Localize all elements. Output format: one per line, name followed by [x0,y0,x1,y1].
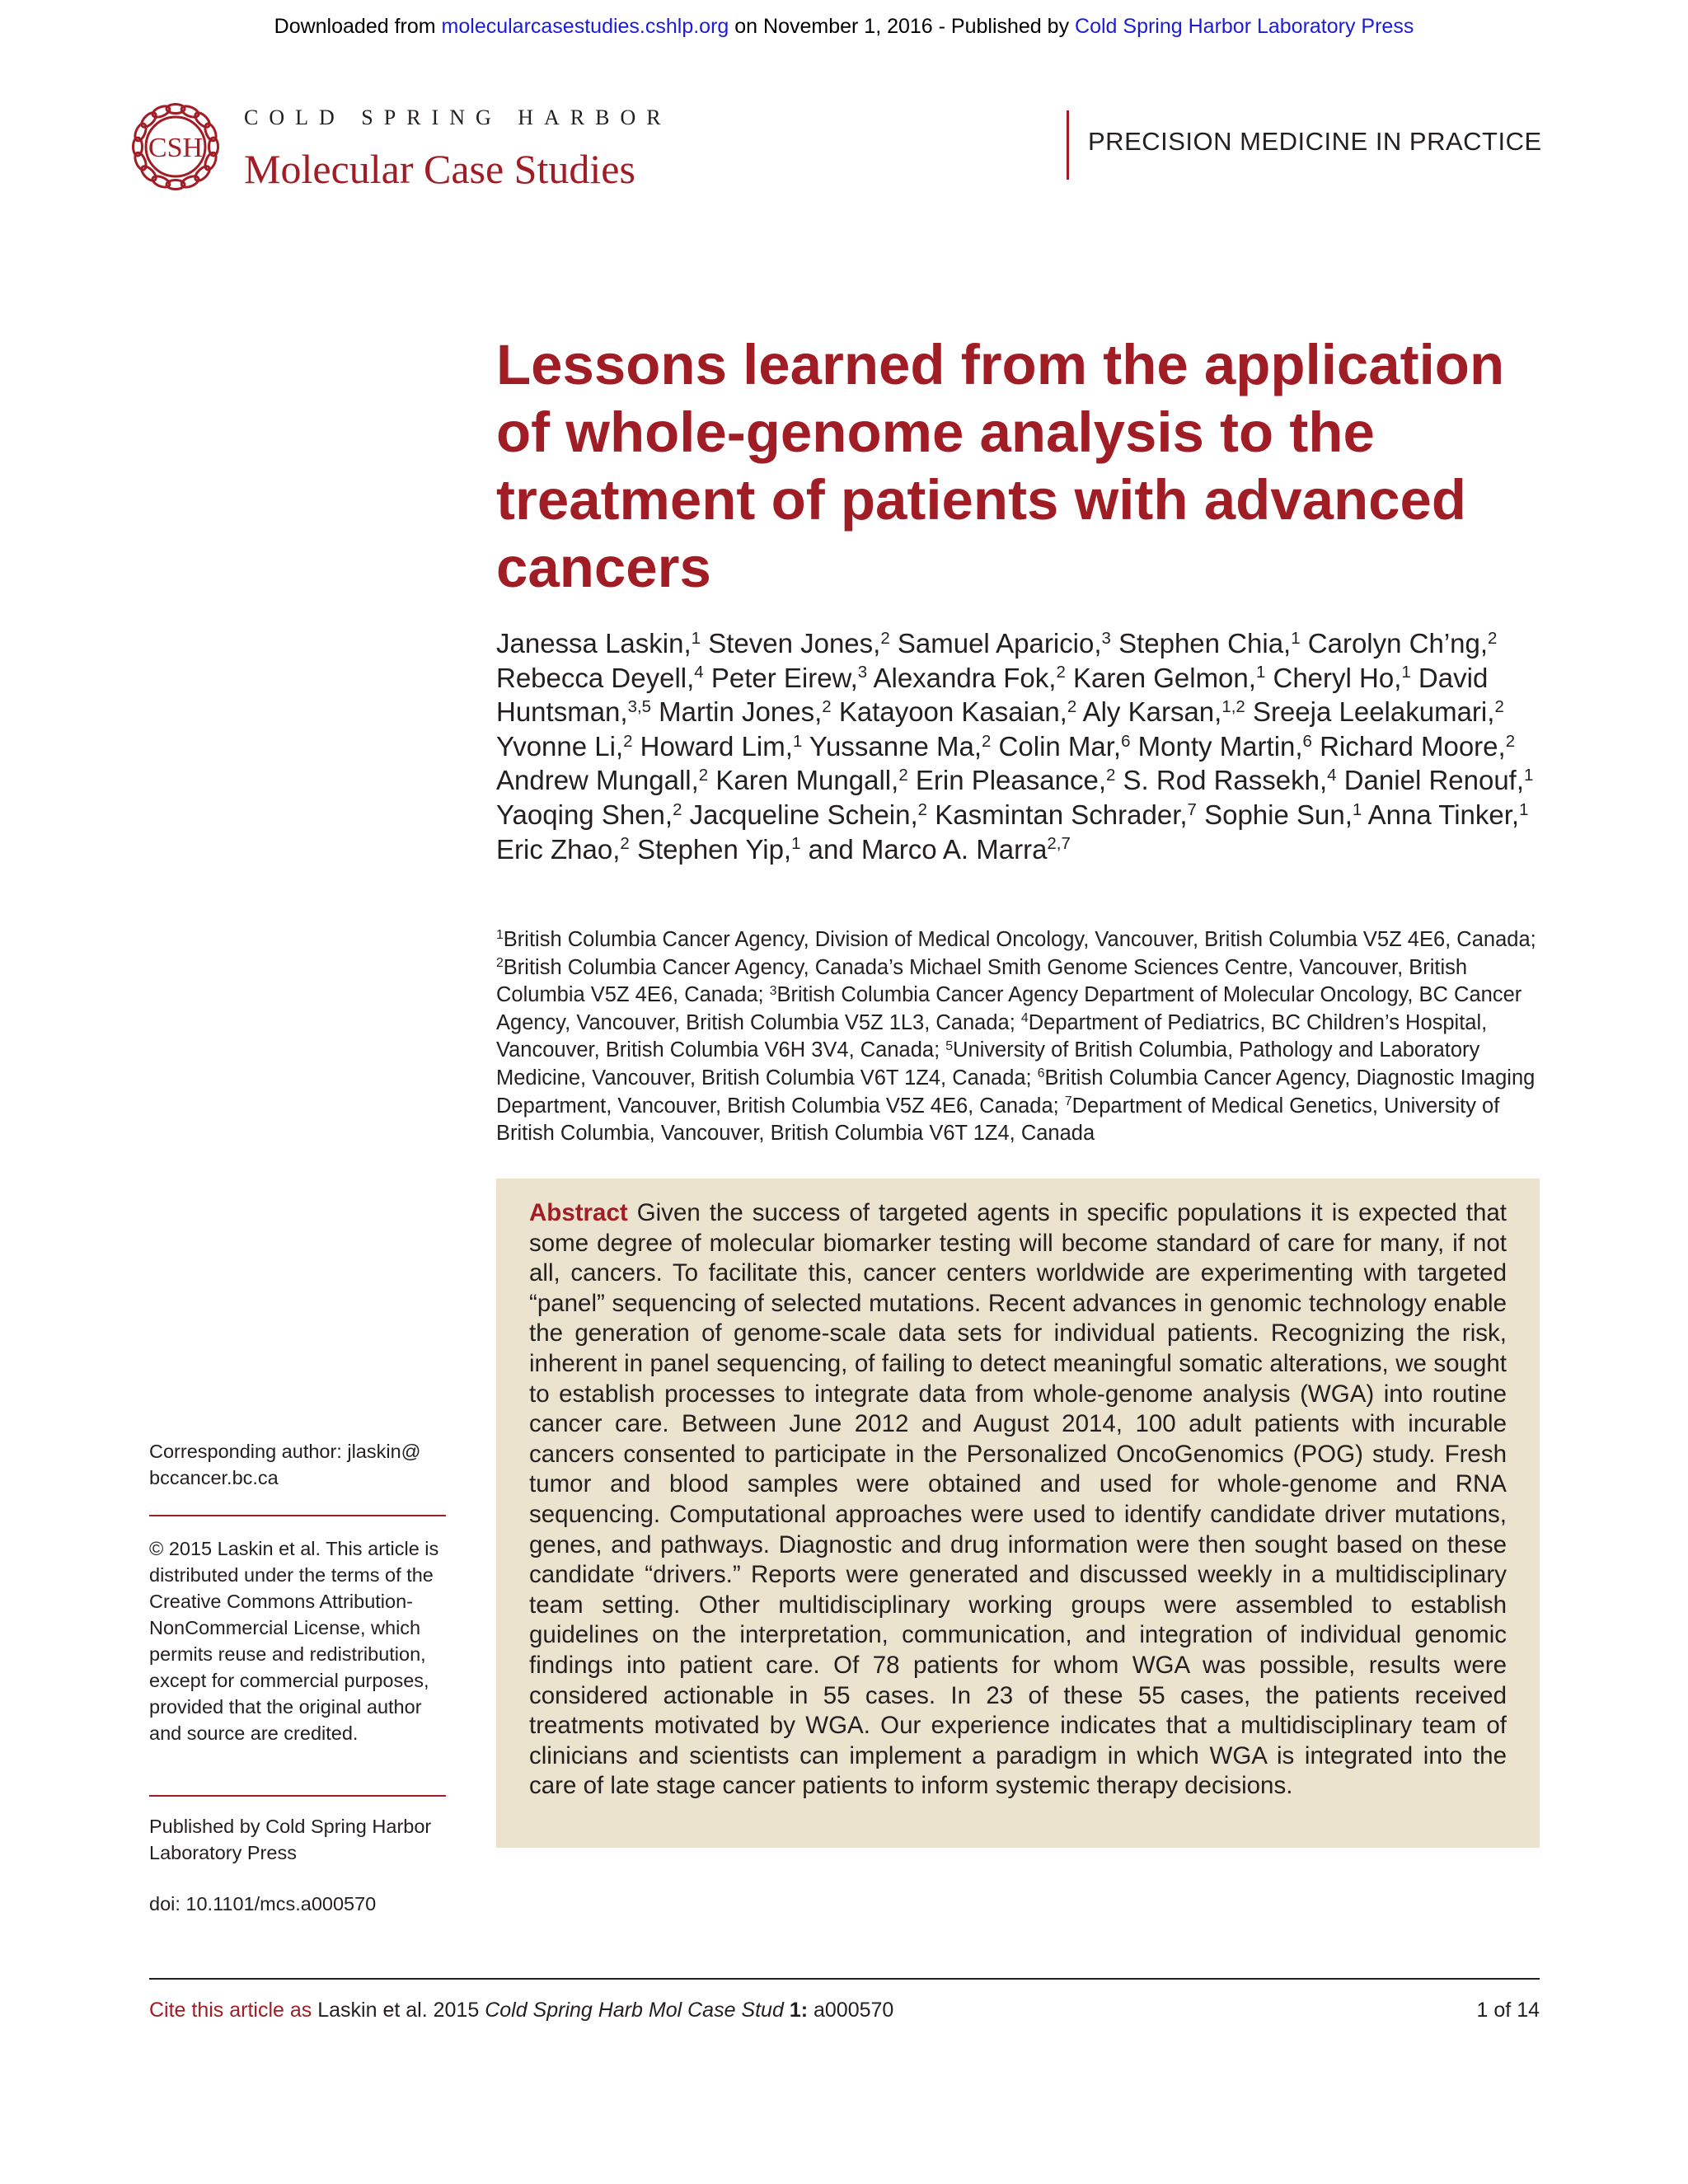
author-name: Samuel Aparicio, [897,628,1102,658]
affiliation-text: Department of Pediatrics, BC Children’s Hospital, Vancouver, British Columbia V6H 3V4, Canada; [496,1010,1488,1062]
author-affiliation-mark: 1 [1519,799,1529,819]
sidebar-divider [149,1515,446,1516]
logo-abbrev: CSH [148,133,204,163]
author [637,834,801,865]
author [496,799,682,830]
author [1138,731,1312,762]
author-affiliation-mark: 2 [1488,628,1498,648]
affiliation-text: British Columbia Cancer Agency, Division of Medical Oncology, Vancouver, British Columbia V5Z 4E6, Canada; [503,928,1536,951]
affiliation-text: British Columbia Cancer Agency Department of Molecular Oncology, BC Cancer Agency, Vancouver, British Columbia V5Z 1L3, Canada; [496,983,1522,1034]
author-name: Eric Zhao, [496,833,621,865]
author-affiliation-mark: 2 [982,731,992,751]
author-name: Howard Lim, [640,730,793,762]
author-name: Steven Jones, [708,628,881,658]
citation [149,1999,893,2022]
author-affiliation-mark: 2 [620,834,630,854]
author-name: Sophie Sun, [1204,799,1353,830]
affiliation-text: University of British Columbia, Pathology and Laboratory Medicine, Vancouver, British Columbia V6T 1Z4, Canada; [496,1038,1480,1090]
author-name: Martin Jones, [659,696,823,728]
author-name: David Huntsman, [496,662,1489,728]
author-name: Jacqueline Schein, [689,799,918,830]
author-affiliation-mark: 2 [822,696,832,716]
journal-name: Molecular Case Studies [244,146,635,192]
author-affiliation-mark: 7 [1187,799,1197,819]
author-affiliation-mark: 1 [691,628,701,648]
author-name: Erin Pleasance, [915,765,1106,796]
author-affiliation-mark: 1,2 [1221,696,1245,716]
affiliation-text: Department of Medical Genetics, University of British Columbia, Vancouver, British Columbia V6T 1Z4, Canada [496,1094,1500,1146]
author-affiliation-mark: 2 [1056,663,1066,682]
author [1118,628,1301,658]
author [898,628,1111,658]
author [1273,663,1410,693]
author-affiliation-mark: 2 [623,731,633,751]
author-affiliation-mark: 1 [791,834,801,854]
author-affiliation-mark: 3 [1101,628,1111,648]
author [1123,765,1337,795]
sidebar-divider [149,1795,446,1797]
logo-petal [139,110,158,129]
author-name: and Marco A. Marra [808,833,1048,865]
author-affiliation-mark: 6 [1302,731,1312,751]
cite-id: a000570 [814,1999,894,2022]
author-list [496,626,1568,866]
author-affiliation-mark: 2 [898,766,908,785]
affiliation-number: 3 [769,983,777,998]
author [1073,663,1265,693]
affiliation-text: British Columbia Cancer Agency, Diagnostic Imaging Department, Vancouver, British Columbia V5Z 4E6, Canada; [496,1066,1536,1118]
author [1368,799,1529,830]
author-name: Yvonne Li, [496,730,624,762]
doi: doi: 10.1101/mcs.a000570 [149,1893,377,1915]
author-name: Monty Martin, [1137,730,1303,762]
author [935,799,1197,830]
logo-publisher-name: COLD SPRING HARBOR [244,105,672,129]
author-affiliation-mark: 1 [792,731,803,751]
author-name: Karen Mungall, [715,765,899,796]
author-name: Karen Gelmon, [1072,662,1256,693]
author-name: Anna Tinker, [1367,799,1520,830]
author [659,696,831,727]
author-name: Peter Eirew, [710,662,858,693]
author-affiliation-mark: 1 [1352,799,1362,819]
author-affiliation-mark: 1 [1291,628,1301,648]
author-name: Colin Mar, [998,730,1122,762]
license-note: © 2015 Laskin et al. This article is distributed under the terms of the Creative Commons Attribution-NonCommercial License, which permits reuse and redistribution, except for commercial purposes, provided that the original author and source are credited. [149,1538,439,1744]
author-name: Rebecca Deyell, [496,662,695,693]
cite-volume: 1: [789,1999,809,2022]
affiliation-number: 6 [1037,1066,1045,1081]
article-title: Lessons learned from the application of whole-genome analysis to the treatment of patients with advanced cancers [496,333,1505,599]
logo-petal [193,164,212,183]
author-affiliation-mark: 2 [1067,696,1077,716]
footer-divider [149,1978,1540,1980]
author [496,834,630,865]
author [1344,765,1534,795]
affiliations [496,926,1543,1148]
affiliation-text: British Columbia Cancer Agency, Canada’s Michael Smith Genome Sciences Centre, Vancouver, British Columbia V5Z 4E6, Canada; [496,955,1468,1007]
author-affiliation-mark: 2 [917,799,928,819]
author-name: Stephen Chia, [1118,628,1292,658]
publisher-link[interactable]: Cold Spring Harbor Laboratory Press [1075,15,1414,38]
author [496,628,701,658]
author-affiliation-mark: 1 [1401,663,1411,682]
author [873,663,1065,693]
corresponding-author: Corresponding author: jlaskin@ bccancer.bc.ca [149,1441,421,1488]
author-affiliation-mark: 2 [1106,766,1116,785]
author-affiliation-mark: 2 [698,766,709,785]
author-name: Kasmintan Schrader, [935,799,1188,830]
author-affiliation-mark: 2 [1494,696,1504,716]
abstract [529,1198,1507,1802]
author [496,765,708,795]
author-affiliation-mark: 2 [673,799,682,819]
author-name: Daniel Renouf, [1343,765,1525,796]
affiliation-number: 7 [1064,1094,1072,1108]
logo-petal [193,110,212,129]
author-affiliation-mark: 2 [880,628,890,648]
cite-authors: Laskin et al. 2015 [317,1999,480,2022]
abstract-label: Abstract [529,1199,628,1226]
author-name: Stephen Yip, [636,833,792,865]
author [1253,696,1504,727]
affiliation-number: 4 [1020,1011,1029,1026]
author-name: Katayoon Kasaian, [838,696,1067,728]
author [690,799,927,830]
author-affiliation-mark: 4 [694,663,704,682]
author-affiliation-mark: 3 [857,663,868,682]
author [809,834,1071,865]
affiliation-number: 1 [496,928,504,943]
author [1204,799,1362,830]
published-by: Published by Cold Spring Harbor Laboratory Press [149,1816,432,1863]
author [999,731,1131,762]
author-name: Andrew Mungall, [496,765,699,796]
author-name: Cheryl Ho, [1273,662,1402,693]
author [809,731,992,762]
author [1320,731,1515,762]
author-name: S. Rod Rassekh, [1123,765,1328,796]
author [916,765,1116,795]
affiliation-number: 2 [496,955,504,970]
author-affiliation-mark: 6 [1121,731,1131,751]
download-notice [0,15,1688,39]
author-name: Alexandra Fok, [873,662,1057,693]
author-name: Yaoqing Shen, [496,799,673,830]
affiliation-number: 5 [945,1038,954,1053]
author-affiliation-mark: 1 [1524,766,1534,785]
download-middle: on November 1, 2016 - Published by [734,15,1070,38]
author [1308,628,1498,658]
author-name: Janessa Laskin, [496,628,692,658]
author-name: Aly Karsan, [1082,696,1222,728]
author [708,628,890,658]
abstract-box [496,1179,1540,1848]
author [715,765,907,795]
author-affiliation-mark: 1 [1255,663,1266,682]
author [1083,696,1245,727]
section-label: PRECISION MEDICINE IN PRACTICE [1088,127,1542,156]
author-affiliation-mark: 2 [1505,731,1516,751]
author-name: Yussanne Ma, [809,730,982,762]
author [496,731,633,762]
author [839,696,1076,727]
affiliation [496,928,1536,951]
logo-petal [139,164,158,183]
section-divider [1067,110,1069,180]
author [711,663,867,693]
download-prefix: Downloaded from [274,15,436,38]
cite-label: Cite this article as [149,1999,312,2022]
author-name: Richard Moore, [1320,730,1506,762]
author-affiliation-mark: 2,7 [1047,834,1071,854]
author [640,731,803,762]
author-affiliation-mark: 4 [1327,766,1337,785]
author [496,663,704,693]
site-link[interactable]: molecularcasestudies.cshlp.org [441,15,729,38]
csh-logo-icon [125,96,226,197]
cite-journal: Cold Spring Harb Mol Case Stud [485,1999,784,2022]
abstract-body: Given the success of targeted agents in specific populations it is expected that some degree of molecular biomarker testing will become standard of care for many, if not all, cancers. To facilitate this, cancer centers worldwide are experimenting with targeted “panel” sequencing of selected mutations. Recent advances in genomic technology enable the generation of genome-scale data sets for individual patients. Recognizing the risk, inherent in panel sequencing, of failing to detect meaningful somatic alterations, we sought to establish processes to integrate data from whole-genome analysis (WGA) into routine cancer care. Between June 2012 and August 2014, 100 adult patients with incurable cancers consented to participate in the Personalized OncoGenomics (POG) study. Fresh tumor and blood samples were obtained and used for whole-genome and RNA sequencing. Computational approaches were used to identify candidate driver mutations, genes, and pathways. Diagnostic and drug information were then sought based on these candidate “drivers.” Reports were generated and discussed weekly in a multidisciplinary team setting. Other multidisciplinary working groups were assembled to establish guidelines on the interpretation, communication, and integration of individual genomic findings into patient care. Of 78 patients for whom WGA was possible, results were considered actionable in 55 cases. In 23 of these 55 cases, the patients received treatments motivated by WGA. Our experience indicates that a multidisciplinary team of clinicians and scientists can implement a paradigm in which WGA is integrated into the care of late stage cancer patients to inform systemic therapy decisions. [529,1199,1507,1800]
author-name: Carolyn Ch’ng, [1307,628,1489,658]
author-affiliation-mark: 3,5 [627,696,651,716]
page-number: 1 of 14 [1476,1999,1540,2022]
author-name: Sreeja Leelakumari, [1252,696,1495,728]
